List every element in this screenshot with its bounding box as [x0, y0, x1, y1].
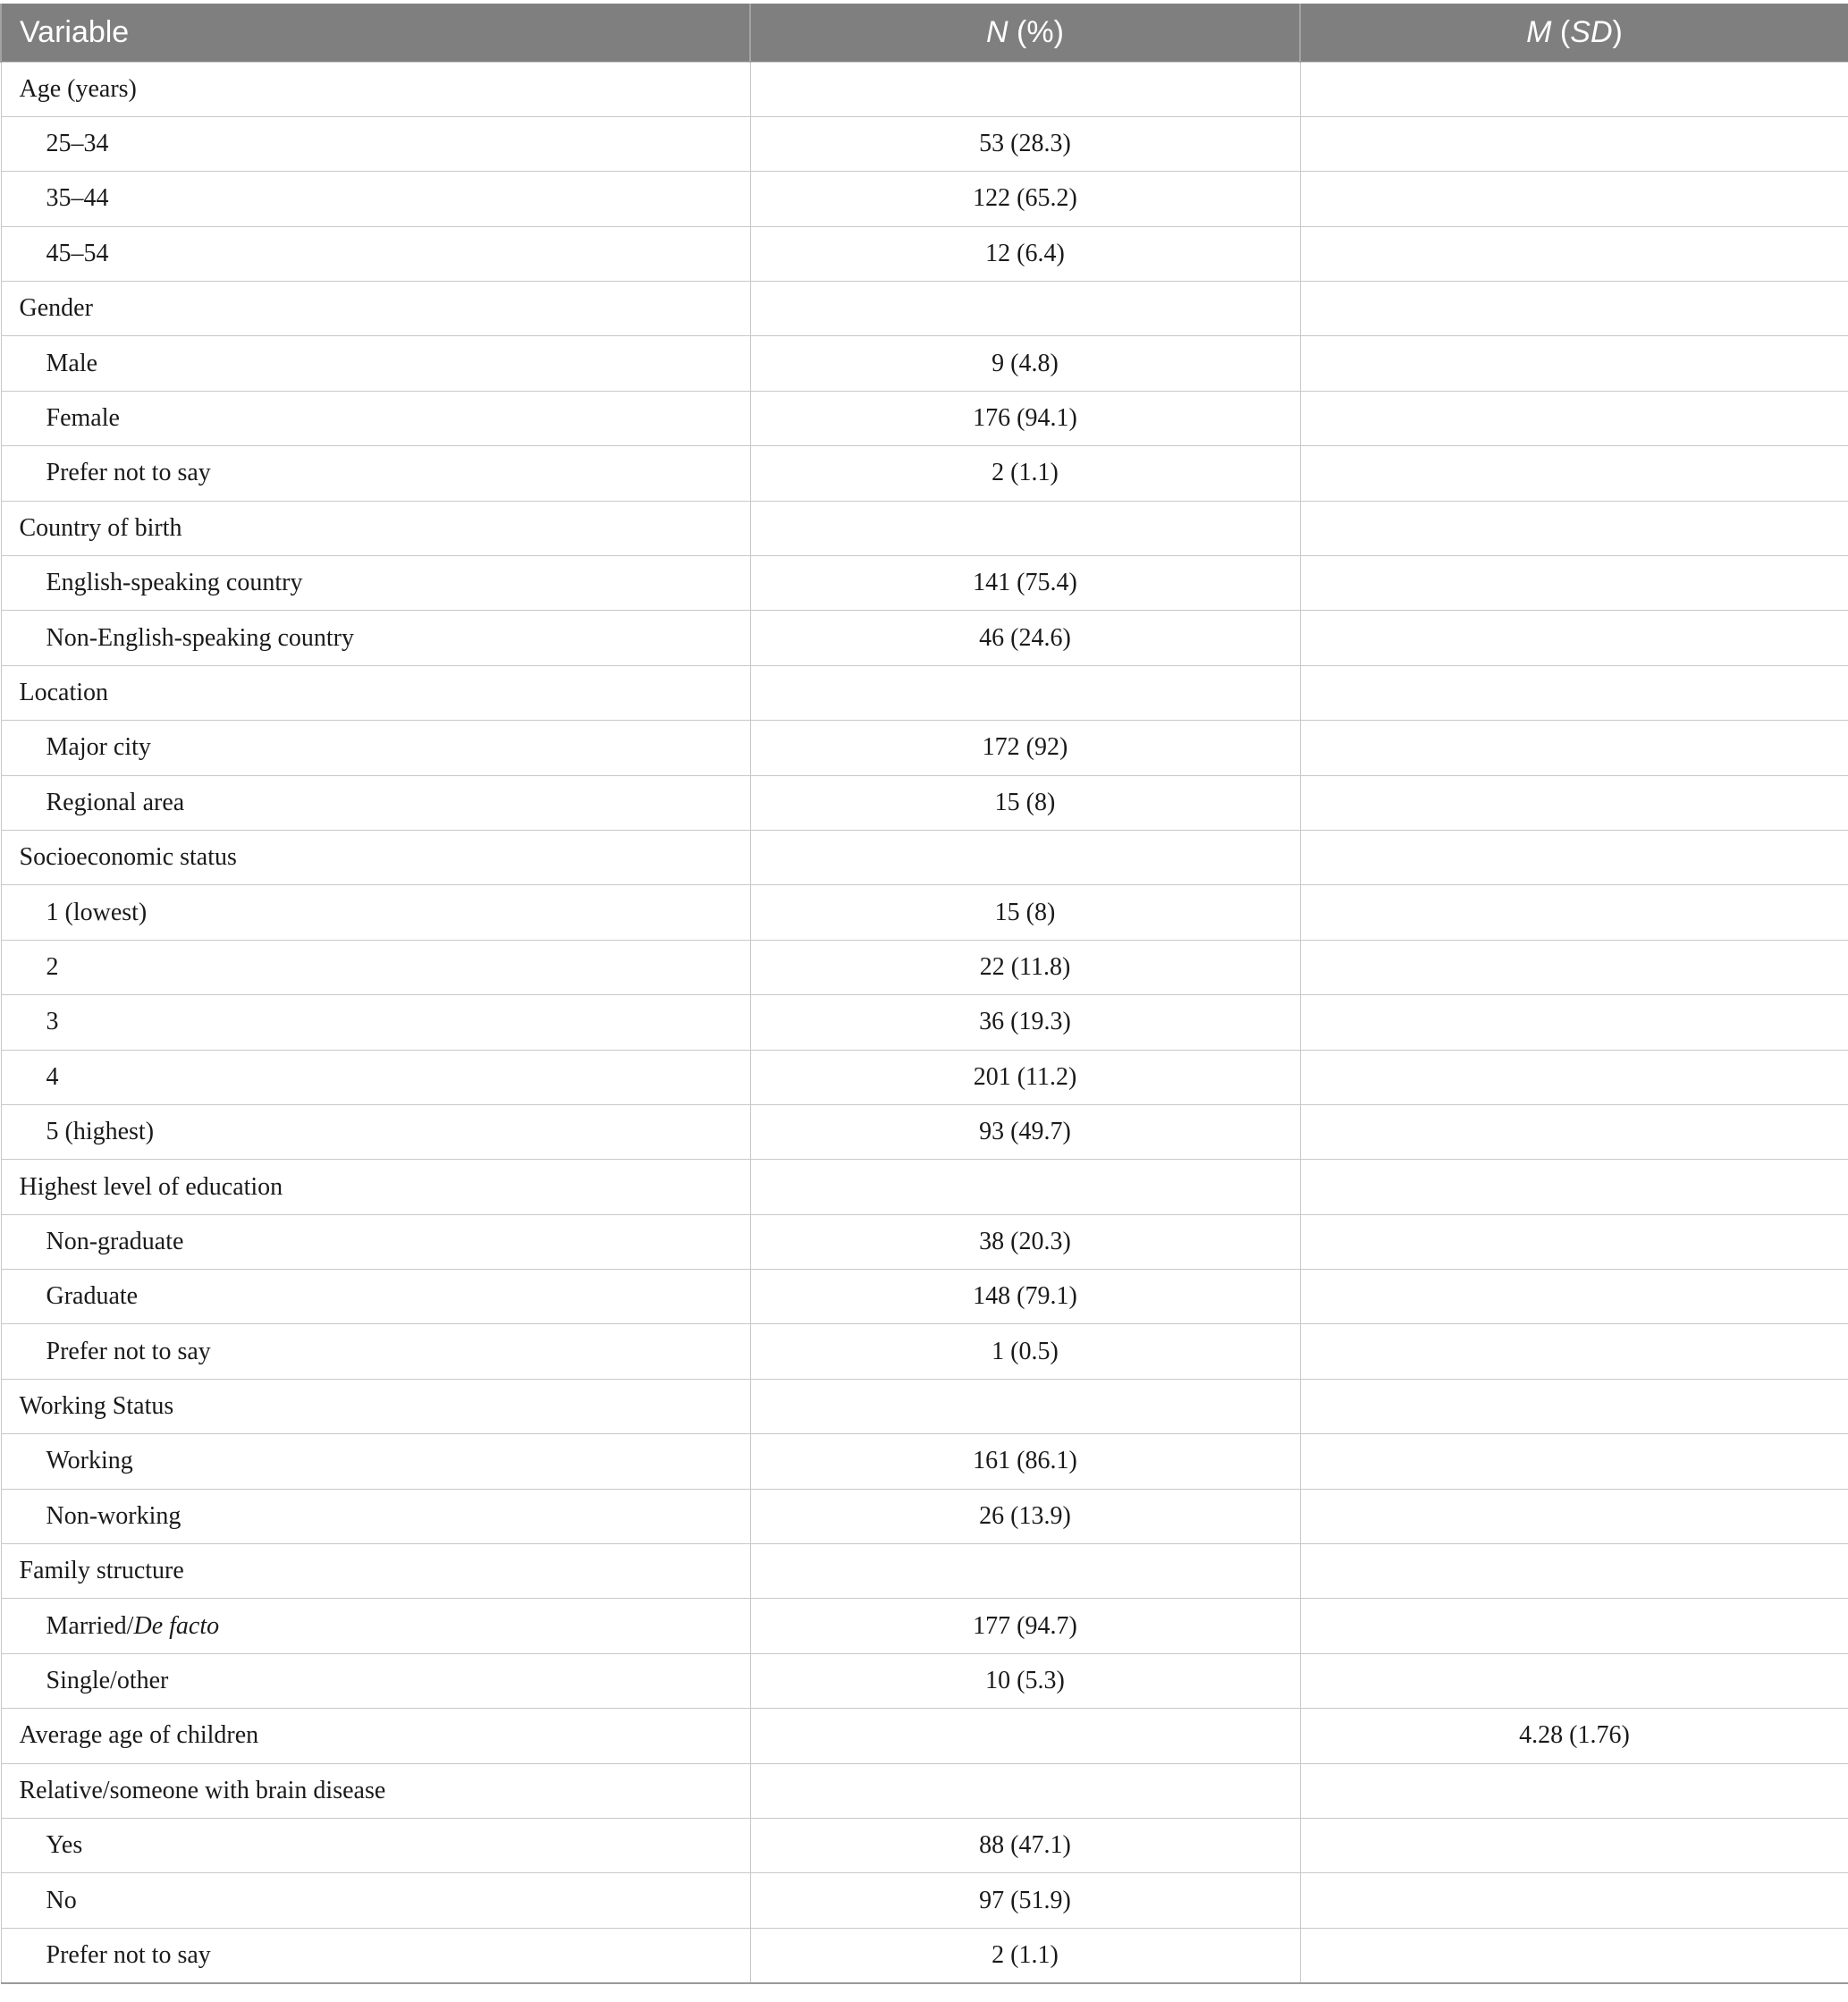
table-row	[1, 1873, 1848, 1928]
row-sublabel	[1, 1489, 750, 1543]
row-label-text: 45–54	[46, 239, 109, 267]
row-sublabel	[1, 1050, 750, 1104]
cell-n-percent: 36 (19.3)	[750, 995, 1300, 1050]
header-close-paren: )	[1612, 14, 1623, 49]
row-label-text: Yes	[46, 1831, 83, 1860]
cell-n-percent	[750, 830, 1300, 884]
row-label-text: Graduate	[46, 1282, 139, 1311]
header-variable: Variable	[1, 4, 750, 62]
row-sublabel	[1, 1599, 750, 1653]
cell-mean-sd	[1300, 1653, 1848, 1708]
cell-mean-sd	[1300, 282, 1848, 336]
cell-n-percent: 161 (86.1)	[750, 1434, 1300, 1489]
table-row	[1, 1599, 1848, 1653]
cell-mean-sd	[1300, 1050, 1848, 1104]
cell-mean-sd	[1300, 885, 1848, 940]
table-row	[1, 172, 1848, 226]
cell-mean-sd	[1300, 1324, 1848, 1379]
cell-mean-sd	[1300, 62, 1848, 116]
cell-mean-sd	[1300, 1379, 1848, 1433]
row-label-text: No	[46, 1886, 77, 1914]
table-row	[1, 1434, 1848, 1489]
table-row	[1, 995, 1848, 1050]
cell-n-percent: 9 (4.8)	[750, 336, 1300, 391]
row-sublabel	[1, 995, 750, 1050]
row-label-text: Single/other	[46, 1667, 169, 1695]
table-row	[1, 501, 1848, 555]
table-row	[1, 391, 1848, 445]
row-category	[1, 1160, 750, 1214]
table-row	[1, 1214, 1848, 1269]
row-category	[1, 665, 750, 720]
cell-mean-sd	[1300, 446, 1848, 501]
table-row	[1, 116, 1848, 171]
row-sublabel	[1, 1270, 750, 1324]
row-category	[1, 830, 750, 884]
row-sublabel	[1, 446, 750, 501]
row-label-text: 1 (lowest)	[46, 898, 148, 926]
header-n-symbol: N	[986, 14, 1008, 49]
row-label-text: English-speaking country	[46, 569, 303, 597]
table-body	[1, 62, 1848, 1983]
table-row	[1, 1270, 1848, 1324]
row-label-text: Age (years)	[19, 74, 137, 103]
table-row	[1, 1819, 1848, 1873]
cell-mean-sd	[1300, 1599, 1848, 1653]
row-label-text: Prefer not to say	[46, 459, 211, 487]
cell-mean-sd	[1300, 1873, 1848, 1928]
row-label-text: Prefer not to say	[46, 1940, 211, 1969]
row-label-text: Married/	[46, 1611, 134, 1640]
cell-mean-sd	[1300, 775, 1848, 830]
cell-n-percent: 15 (8)	[750, 775, 1300, 830]
row-category	[1, 1763, 750, 1818]
row-label-text: Female	[46, 404, 120, 433]
cell-n-percent: 46 (24.6)	[750, 611, 1300, 665]
cell-n-percent: 1 (0.5)	[750, 1324, 1300, 1379]
cell-n-percent: 2 (1.1)	[750, 446, 1300, 501]
row-label-text: Family structure	[19, 1557, 184, 1585]
table-header	[1, 4, 1848, 62]
table-row	[1, 665, 1848, 720]
row-sublabel	[1, 391, 750, 445]
cell-n-percent	[750, 62, 1300, 116]
row-sublabel	[1, 885, 750, 940]
row-sublabel	[1, 611, 750, 665]
header-row	[1, 4, 1848, 62]
cell-mean-sd	[1300, 1434, 1848, 1489]
row-sublabel	[1, 172, 750, 226]
row-category	[1, 501, 750, 555]
cell-mean-sd	[1300, 1489, 1848, 1543]
cell-mean-sd	[1300, 1763, 1848, 1818]
cell-n-percent: 201 (11.2)	[750, 1050, 1300, 1104]
row-sublabel	[1, 1928, 750, 1982]
cell-mean-sd: 4.28 (1.76)	[1300, 1709, 1848, 1763]
cell-n-percent: 148 (79.1)	[750, 1270, 1300, 1324]
cell-n-percent	[750, 1379, 1300, 1433]
cell-mean-sd	[1300, 1928, 1848, 1982]
row-label-text: Major city	[46, 733, 151, 762]
demographics-table	[0, 4, 1848, 1984]
cell-n-percent: 15 (8)	[750, 885, 1300, 940]
cell-mean-sd	[1300, 721, 1848, 775]
table-row	[1, 1763, 1848, 1818]
cell-n-percent: 53 (28.3)	[750, 116, 1300, 171]
row-sublabel	[1, 1653, 750, 1708]
cell-n-percent: 93 (49.7)	[750, 1104, 1300, 1159]
cell-n-percent: 88 (47.1)	[750, 1819, 1300, 1873]
cell-mean-sd	[1300, 1104, 1848, 1159]
cell-n-percent	[750, 1544, 1300, 1599]
table-row	[1, 1489, 1848, 1543]
row-label-italic: De facto	[133, 1611, 220, 1640]
row-label-text: 35–44	[46, 184, 109, 213]
table-row	[1, 1709, 1848, 1763]
row-label-text: Socioeconomic status	[19, 843, 237, 872]
cell-mean-sd	[1300, 501, 1848, 555]
row-label-text: Male	[46, 349, 98, 377]
header-mean-sd	[1300, 4, 1848, 62]
cell-mean-sd	[1300, 391, 1848, 445]
row-category	[1, 1709, 750, 1763]
table-row	[1, 885, 1848, 940]
cell-n-percent	[750, 665, 1300, 720]
cell-n-percent: 10 (5.3)	[750, 1653, 1300, 1708]
table-row	[1, 336, 1848, 391]
table-row	[1, 830, 1848, 884]
cell-mean-sd	[1300, 336, 1848, 391]
row-label-text: Highest level of education	[19, 1172, 283, 1201]
header-percent-text: (%)	[1008, 14, 1064, 49]
cell-n-percent	[750, 1709, 1300, 1763]
table-row	[1, 1050, 1848, 1104]
table-row	[1, 1379, 1848, 1433]
header-m-symbol: M	[1526, 14, 1552, 49]
row-label-text: Non-graduate	[46, 1227, 184, 1255]
cell-n-percent: 22 (11.8)	[750, 940, 1300, 994]
header-open-paren: (	[1551, 14, 1571, 49]
cell-n-percent: 122 (65.2)	[750, 172, 1300, 226]
row-sublabel	[1, 775, 750, 830]
header-sd-symbol: SD	[1570, 14, 1613, 49]
row-sublabel	[1, 721, 750, 775]
row-label-text: Gender	[19, 294, 93, 323]
cell-n-percent	[750, 501, 1300, 555]
cell-mean-sd	[1300, 940, 1848, 994]
row-label-text: Prefer not to say	[46, 1337, 211, 1365]
row-sublabel	[1, 1434, 750, 1489]
cell-n-percent: 38 (20.3)	[750, 1214, 1300, 1269]
cell-mean-sd	[1300, 611, 1848, 665]
row-category	[1, 282, 750, 336]
table-row	[1, 226, 1848, 281]
row-label-text: 3	[46, 1008, 59, 1036]
cell-n-percent	[750, 282, 1300, 336]
cell-n-percent: 172 (92)	[750, 721, 1300, 775]
row-label-text: Average age of children	[19, 1721, 259, 1750]
table-row	[1, 940, 1848, 994]
row-sublabel	[1, 336, 750, 391]
cell-n-percent	[750, 1763, 1300, 1818]
row-sublabel	[1, 1819, 750, 1873]
cell-n-percent: 177 (94.7)	[750, 1599, 1300, 1653]
row-label-text: Regional area	[46, 788, 185, 816]
table-row	[1, 556, 1848, 611]
header-n-percent	[750, 4, 1300, 62]
table-row	[1, 1160, 1848, 1214]
cell-n-percent	[750, 1160, 1300, 1214]
row-label-text: Country of birth	[19, 513, 182, 542]
table-row	[1, 1324, 1848, 1379]
cell-n-percent: 176 (94.1)	[750, 391, 1300, 445]
row-sublabel	[1, 1104, 750, 1159]
table-row	[1, 1653, 1848, 1708]
cell-mean-sd	[1300, 116, 1848, 171]
row-label-text: 4	[46, 1062, 59, 1091]
row-sublabel	[1, 940, 750, 994]
row-label-text: Relative/someone with brain disease	[19, 1776, 386, 1804]
row-category	[1, 1544, 750, 1599]
cell-mean-sd	[1300, 1214, 1848, 1269]
table-row	[1, 62, 1848, 116]
table-row	[1, 775, 1848, 830]
cell-mean-sd	[1300, 1544, 1848, 1599]
cell-mean-sd	[1300, 556, 1848, 611]
row-label-text: Non-English-speaking country	[46, 623, 354, 652]
row-category	[1, 62, 750, 116]
row-sublabel	[1, 116, 750, 171]
cell-n-percent: 12 (6.4)	[750, 226, 1300, 281]
row-label-text: Working Status	[19, 1392, 174, 1421]
row-label-text: Location	[19, 678, 109, 706]
row-sublabel	[1, 226, 750, 281]
cell-mean-sd	[1300, 1819, 1848, 1873]
table-row	[1, 282, 1848, 336]
table-row	[1, 721, 1848, 775]
table-row	[1, 1544, 1848, 1599]
row-label-text: Non-working	[46, 1501, 181, 1530]
row-label-text: 2	[46, 952, 59, 981]
cell-mean-sd	[1300, 1270, 1848, 1324]
table-row	[1, 446, 1848, 501]
row-label-text: 25–34	[46, 130, 109, 158]
row-label-text: Working	[46, 1447, 133, 1475]
cell-mean-sd	[1300, 172, 1848, 226]
row-sublabel	[1, 1214, 750, 1269]
row-category	[1, 1379, 750, 1433]
cell-n-percent: 97 (51.9)	[750, 1873, 1300, 1928]
cell-mean-sd	[1300, 226, 1848, 281]
row-label-text: 5 (highest)	[46, 1118, 155, 1146]
table-row	[1, 1928, 1848, 1982]
cell-n-percent: 2 (1.1)	[750, 1928, 1300, 1982]
cell-n-percent: 26 (13.9)	[750, 1489, 1300, 1543]
cell-mean-sd	[1300, 1160, 1848, 1214]
table-row	[1, 611, 1848, 665]
cell-mean-sd	[1300, 665, 1848, 720]
row-sublabel	[1, 1873, 750, 1928]
cell-n-percent: 141 (75.4)	[750, 556, 1300, 611]
cell-mean-sd	[1300, 995, 1848, 1050]
table-row	[1, 1104, 1848, 1159]
row-sublabel	[1, 1324, 750, 1379]
cell-mean-sd	[1300, 830, 1848, 884]
row-sublabel	[1, 556, 750, 611]
